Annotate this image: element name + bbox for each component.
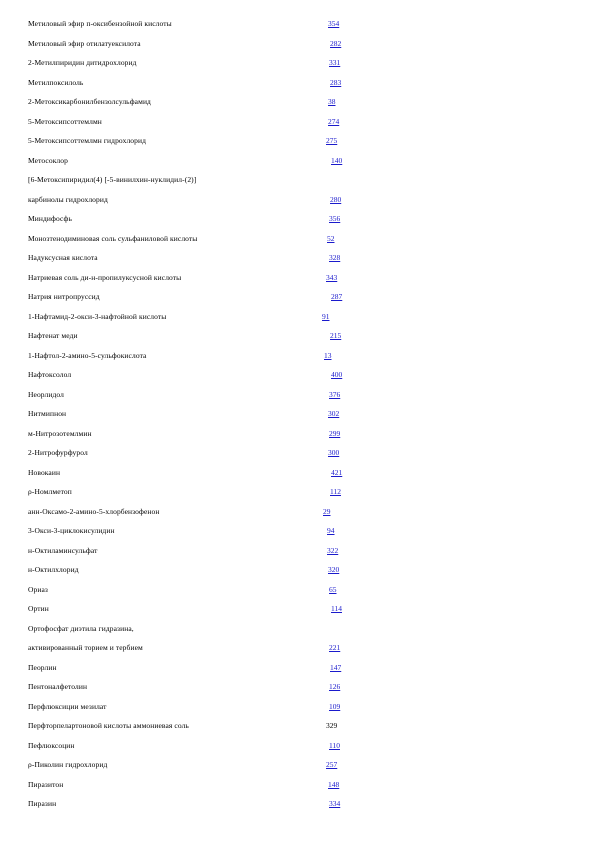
index-entry — [0, 680, 595, 694]
page-number-link[interactable]: 147 — [330, 662, 342, 672]
index-entry — [0, 739, 595, 753]
entry-title: Ортофосфат диэтила гидразина, — [28, 623, 134, 633]
index-entry — [0, 37, 595, 51]
page-number-link[interactable]: 114 — [331, 604, 342, 613]
entry-title: 2-Нитрофурфурол — [28, 448, 88, 457]
index-entry — [0, 583, 595, 597]
page-number-link[interactable]: 52 — [327, 233, 335, 243]
page-number: 329 — [326, 721, 338, 730]
page-number-link[interactable]: 215 — [330, 331, 342, 340]
entry-title: Нитмипнон — [28, 409, 67, 418]
index-entry — [0, 193, 595, 207]
index-entry — [0, 602, 595, 616]
index-entry — [0, 349, 595, 363]
entry-title: Монозтенодиминовая соль сульфаниловой кислоты — [28, 233, 198, 243]
page-number-link[interactable]: 91 — [322, 311, 330, 321]
entry-title: карбинолы гидрохлорид — [28, 194, 108, 204]
entry-title: ρ-Пиколин гидрохлорид — [28, 760, 108, 769]
index-entry — [0, 778, 595, 792]
index-entry — [0, 76, 595, 90]
page-number-link[interactable]: 126 — [329, 682, 341, 691]
index-entry — [0, 388, 595, 402]
entry-title: Миндифосфь — [28, 214, 73, 223]
entry-title: Перфторпелартоновой кислоты аммониевая соль — [28, 721, 189, 730]
entry-title: Перфлюксиции мезилат — [28, 701, 107, 711]
page-number-link[interactable]: 148 — [328, 779, 340, 789]
page-number-link[interactable]: 376 — [329, 389, 341, 399]
entry-title: 1-Нафтол-2-амино-5-сульфокислота — [28, 350, 147, 360]
index-entry — [0, 485, 595, 499]
entry-title: Натрия нитропруссид — [28, 292, 100, 301]
page-number-link[interactable]: 287 — [331, 292, 343, 301]
index-entry — [0, 446, 595, 460]
entry-title: Метилпоксилоль — [28, 77, 84, 87]
entry-title: [6-Метоксипиридил(4) [-5-винилхин-нуклидил-(2)] — [28, 175, 197, 184]
page-number-link[interactable]: 343 — [326, 272, 338, 282]
page-number-link[interactable]: 334 — [329, 799, 341, 808]
index-entry — [0, 251, 595, 265]
page-number-link[interactable]: 300 — [328, 448, 340, 457]
entry-title: н-Октиламинсульфат — [28, 545, 98, 555]
page-number-link[interactable]: 322 — [327, 545, 339, 555]
entry-title: Ориаз — [28, 584, 48, 594]
entry-title: 1-Нафтамид-2-окси-3-нафтойной кислоты — [28, 311, 167, 321]
entry-title: 3-Окси-3-циклокисулидин — [28, 526, 115, 535]
page-number-link[interactable]: 275 — [326, 136, 338, 145]
entry-title: Неорлидол — [28, 389, 65, 399]
entry-title: 2-Метоксикарбонилбензолсульфамид — [28, 97, 151, 106]
index-entry — [0, 563, 595, 577]
page-number-link[interactable]: 400 — [331, 370, 343, 379]
entry-title: Нафтоксолол — [28, 370, 72, 379]
entry-title: Новокаин — [28, 467, 61, 477]
index-entry — [0, 17, 595, 31]
index-entry — [0, 427, 595, 441]
index-entry — [0, 544, 595, 558]
entry-title: Метиловый эфир п-оксибензойной кислоты — [28, 19, 172, 28]
page-number-link[interactable]: 280 — [330, 194, 342, 204]
index-entry — [0, 232, 595, 246]
page-number-link[interactable]: 112 — [330, 487, 341, 496]
index-entry — [0, 505, 595, 519]
page-number-link[interactable]: 282 — [330, 38, 342, 48]
index-entry — [0, 134, 595, 148]
entry-title: Натриевая соль ди-н-пропилуксусной кислоты — [28, 272, 182, 282]
entry-title: Пиразитон — [28, 779, 64, 789]
page-number-link[interactable]: 110 — [329, 740, 340, 750]
index-entry — [0, 154, 595, 168]
index-entry — [0, 95, 595, 109]
entry-title: ρ-Номлметоп — [28, 487, 72, 496]
index-entry — [0, 661, 595, 675]
entry-title: анн-Оксамо-2-амино-5-хлорбензофенон — [28, 506, 160, 516]
index-entry — [0, 700, 595, 714]
page-number-link[interactable]: 421 — [331, 467, 343, 477]
index-entry — [0, 758, 595, 772]
entry-title: Пеорлин — [28, 662, 57, 672]
entry-title: 5-Метоксипсоттемлмн — [28, 116, 102, 126]
index-entry — [0, 173, 595, 187]
page-number-link[interactable]: 94 — [327, 526, 335, 535]
page-number-link[interactable]: 320 — [328, 565, 340, 574]
page-number-link[interactable]: 140 — [331, 155, 343, 165]
page-number-link[interactable]: 274 — [328, 116, 340, 126]
index-entry — [0, 524, 595, 538]
index-entry — [0, 310, 595, 324]
entry-title: Пефлюксоцин — [28, 740, 75, 750]
index-entry — [0, 212, 595, 226]
page-number-link[interactable]: 354 — [328, 19, 340, 28]
index-entry — [0, 719, 595, 733]
index-entry — [0, 407, 595, 421]
page-number-link[interactable]: 29 — [323, 506, 331, 516]
entry-title: активированный торием и тербием — [28, 643, 143, 652]
page-number-link[interactable]: 356 — [329, 214, 341, 223]
page-number-link[interactable]: 38 — [328, 97, 336, 106]
entry-title: Нафтенат меди — [28, 331, 78, 340]
index-entry — [0, 290, 595, 304]
index-entry — [0, 271, 595, 285]
entry-title: Метиловый эфир отилатуексилота — [28, 38, 141, 48]
page-number-link[interactable]: 299 — [329, 428, 341, 438]
page-number-link[interactable]: 302 — [328, 409, 340, 418]
page-number-link[interactable]: 109 — [329, 701, 341, 711]
index-entry — [0, 368, 595, 382]
index-entry — [0, 115, 595, 129]
page-number-link[interactable]: 221 — [329, 643, 341, 652]
index-entry — [0, 56, 595, 70]
page-number-link[interactable]: 257 — [326, 760, 338, 769]
entry-title: Надуксусная кислота — [28, 253, 98, 262]
page-number-link[interactable]: 283 — [330, 77, 342, 87]
entry-title: 2-Метилпиридин дитидрохлорид — [28, 58, 137, 67]
page-number-link[interactable]: 13 — [324, 350, 332, 360]
index-entry — [0, 622, 595, 636]
entry-title: Пентоналфетолин — [28, 682, 88, 691]
index-entry — [0, 797, 595, 811]
entry-title: Ортин — [28, 604, 49, 613]
entry-title: н-Октилхлорид — [28, 565, 79, 574]
page-number-link[interactable]: 65 — [329, 584, 337, 594]
entry-title: Метосоклор — [28, 155, 68, 165]
page-number-link[interactable]: 328 — [329, 253, 341, 262]
entry-title: Пиразин — [28, 799, 57, 808]
index-entry — [0, 466, 595, 480]
index-entry — [0, 329, 595, 343]
index-entry — [0, 641, 595, 655]
entry-title: м-Нитрозотемлмин — [28, 428, 92, 438]
page-number-link[interactable]: 331 — [329, 58, 341, 67]
entry-title: 5-Метоксипсоттемлмн гидрохлорид — [28, 136, 147, 145]
